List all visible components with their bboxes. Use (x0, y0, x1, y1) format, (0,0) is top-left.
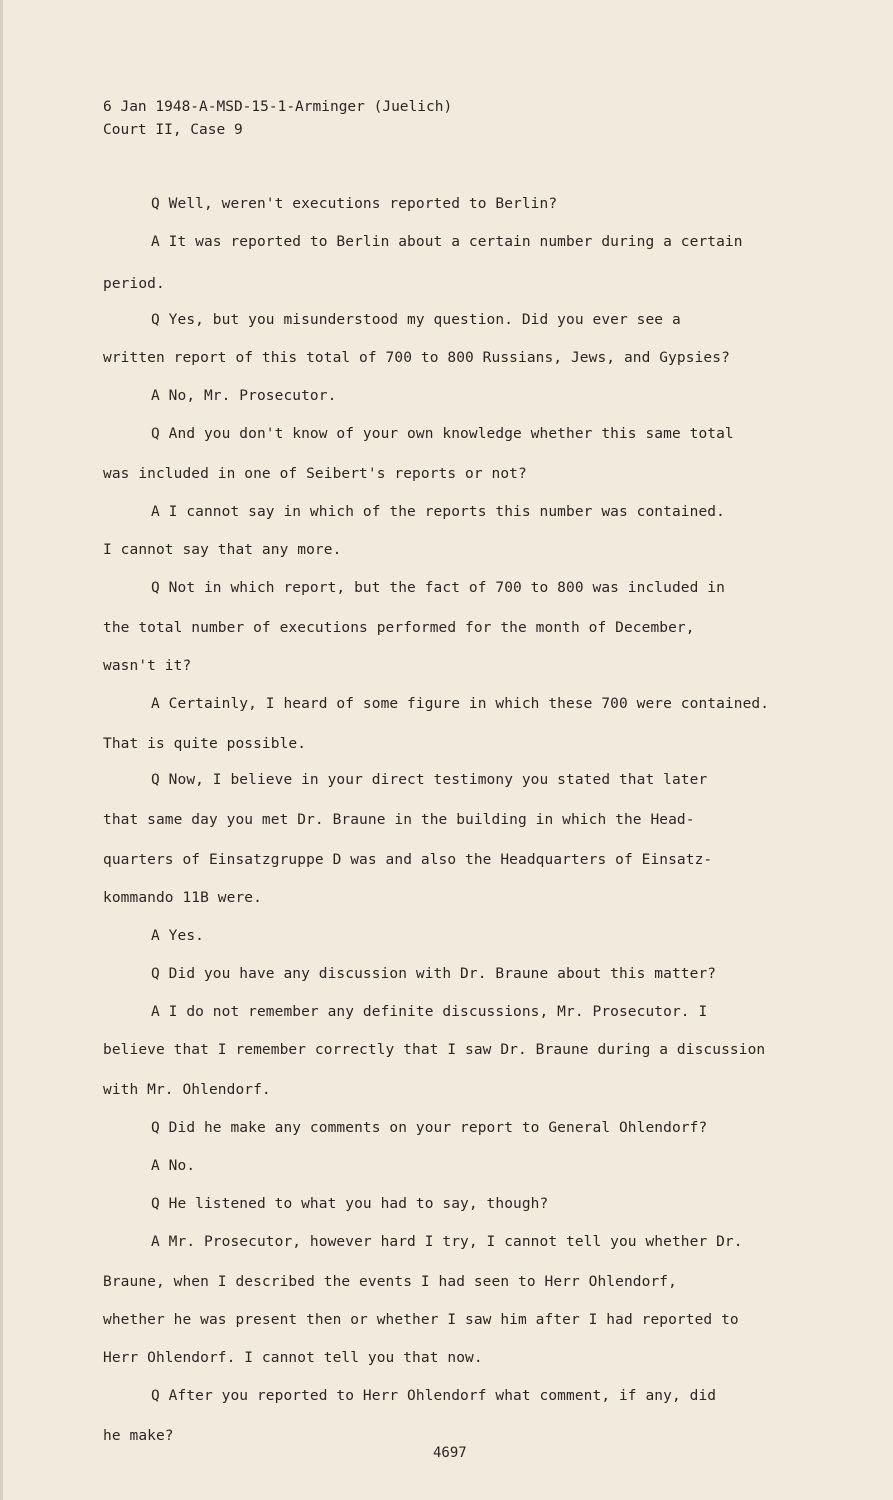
transcript-line: whether he was present then or whether I saw him after I had reported to (103, 1312, 739, 1328)
transcript-line: Q Yes, but you misunderstood my question. Did you ever see a (151, 312, 681, 328)
transcript-line: Q Well, weren't executions reported to Berlin? (151, 196, 558, 212)
transcript-line: A I do not remember any definite discussions, Mr. Prosecutor. I (151, 1004, 708, 1020)
page-number: 4697 (433, 1445, 467, 1461)
transcript-line: he make? (103, 1428, 174, 1444)
transcript-line: A No, Mr. Prosecutor. (151, 388, 337, 404)
transcript-line: quarters of Einsatzgruppe D was and also the Headquarters of Einsatz- (103, 852, 713, 868)
transcript-line: Q Did he make any comments on your report to General Ohlendorf? (151, 1120, 708, 1136)
transcript-line: kommando 11B were. (103, 890, 262, 906)
transcript-line: wasn't it? (103, 658, 192, 674)
transcript-line: Braune, when I described the events I had seen to Herr Ohlendorf, (103, 1274, 677, 1290)
transcript-line: believe that I remember correctly that I saw Dr. Braune during a discussion (103, 1042, 766, 1058)
transcript-line: Q After you reported to Herr Ohlendorf what comment, if any, did (151, 1388, 717, 1404)
document-header (103, 96, 452, 142)
transcript-line: Q He listened to what you had to say, though? (151, 1196, 549, 1212)
transcript-line: Q And you don't know of your own knowledge whether this same total (151, 426, 734, 442)
transcript-line: was included in one of Seibert's reports or not? (103, 466, 527, 482)
transcript-line: Q Not in which report, but the fact of 700 to 800 was included in (151, 580, 725, 596)
transcript-line: the total number of executions performed for the month of December, (103, 620, 695, 636)
transcript-line: A It was reported to Berlin about a certain number during a certain (151, 234, 743, 250)
transcript-line: with Mr. Ohlendorf. (103, 1082, 271, 1098)
transcript-line: written report of this total of 700 to 800 Russians, Jews, and Gypsies? (103, 350, 730, 366)
transcript-line: Q Now, I believe in your direct testimony you stated that later (151, 772, 708, 788)
transcript-line: A Yes. (151, 928, 204, 944)
transcript-line: I cannot say that any more. (103, 542, 342, 558)
transcript-line: period. (103, 276, 165, 292)
transcript-line: A No. (151, 1158, 196, 1174)
transcript-line: That is quite possible. (103, 736, 307, 752)
transcript-line: Herr Ohlendorf. I cannot tell you that now. (103, 1350, 483, 1366)
transcript-line: that same day you met Dr. Braune in the building in which the Head- (103, 812, 695, 828)
transcript-line: A Mr. Prosecutor, however hard I try, I cannot tell you whether Dr. (151, 1234, 743, 1250)
header-court-case: Court II, Case 9 (103, 122, 243, 138)
transcript-line: A I cannot say in which of the reports this number was contained. (151, 504, 725, 520)
transcript-line: Q Did you have any discussion with Dr. Braune about this matter? (151, 966, 717, 982)
transcript-line: A Certainly, I heard of some figure in which these 700 were contained. (151, 696, 770, 712)
header-reference: 6 Jan 1948-A-MSD-15-1-Arminger (Juelich) (103, 99, 453, 115)
